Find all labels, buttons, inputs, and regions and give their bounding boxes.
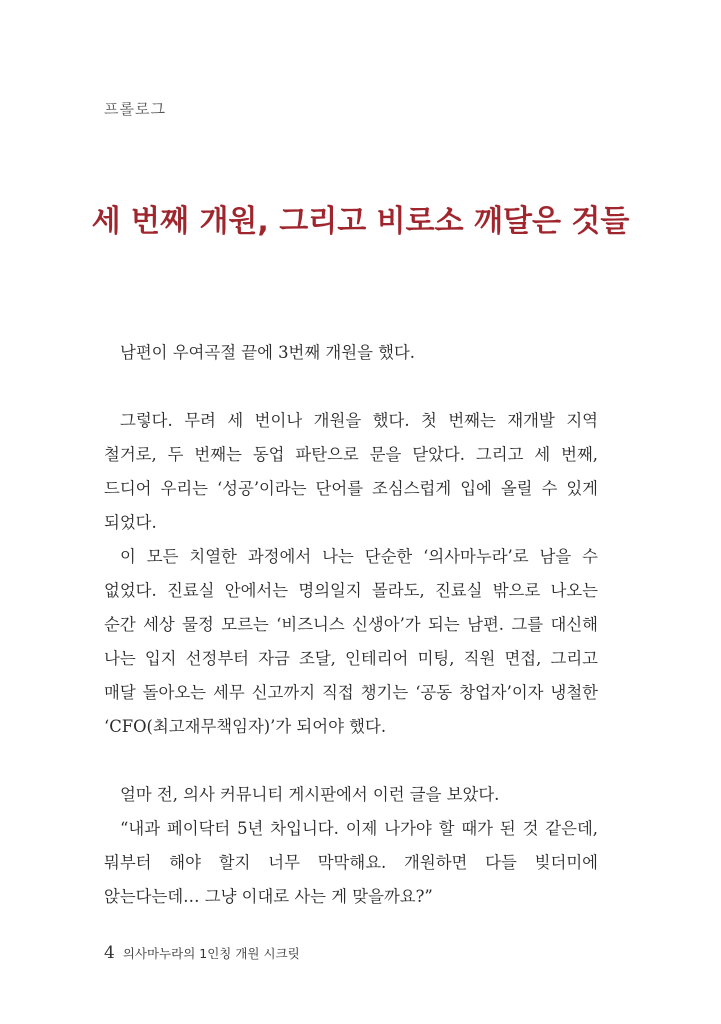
page-footer [104, 943, 300, 963]
section-label: 프롤로그 [104, 100, 166, 118]
body-text [104, 336, 598, 914]
paragraph-5: “내과 페이닥터 5년 차입니다. 이제 나가야 할 때가 된 것 같은데, 뭐부터 해야 할지 너무 막막해요. 개원하면 다들 빚더미에 앉는다는데… 그냥 이대로 사는 게 맞을까요?” [104, 819, 598, 906]
paragraph-gap [104, 370, 598, 404]
chapter-title: 세 번째 개원, 그리고 비로소 깨달은 것들 [91, 204, 630, 239]
running-title: 의사마누라의 1인칭 개원 시크릿 [122, 946, 300, 961]
page-number: 4 [104, 943, 115, 963]
paragraph-1: 남편이 우여곡절 끝에 3번째 개원을 했다. [120, 343, 416, 362]
paragraph-2: 그렇다. 무려 세 번이나 개원을 했다. 첫 번째는 재개발 지역 철거로, 두 번째는 동업 파탄으로 문을 닫았다. 그리고 세 번째, 드디어 우리는 ‘성공’이라는 단어를 조심스럽게 입에 올릴 수 있게 되었다. [104, 411, 598, 532]
paragraph-3: 이 모든 치열한 과정에서 나는 단순한 ‘의사마누라’로 남을 수 없었다. 진료실 안에서는 명의일지 몰라도, 진료실 밖으로 나오는 순간 세상 물정 모르는 ‘비즈니스 신생아’가 되는 남편. 그를 대신해 나는 입지 선정부터 자금 조달, 인테리어 미팅, 직원 면접, 그리고 매달 돌아오는 세무 신고까지 직접 챙기는 ‘공동 창업자’이자 냉철한 ‘CFO(최고재무책임자)’가 되어야 했다. [104, 547, 598, 736]
paragraph-gap [104, 744, 598, 778]
paragraph-4: 얼마 전, 의사 커뮤니티 게시판에서 이런 글을 보았다. [120, 785, 500, 804]
